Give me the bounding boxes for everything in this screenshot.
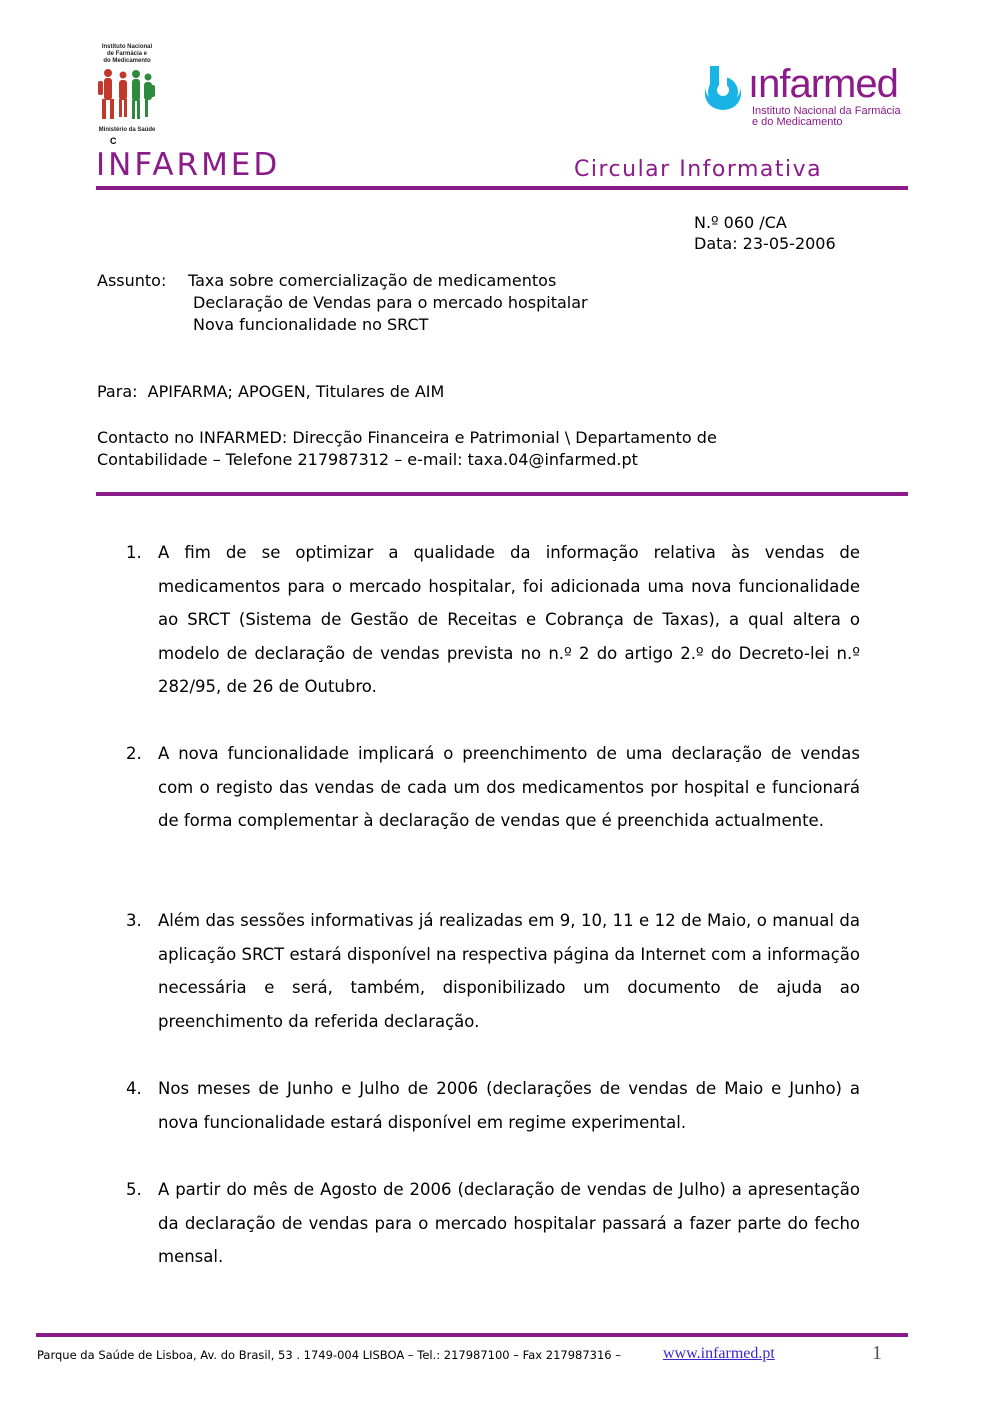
footer-divider <box>36 1333 908 1337</box>
header-divider <box>96 186 908 190</box>
new-logo-wordmark: ınfarmed <box>748 62 898 106</box>
list-item <box>126 904 860 1038</box>
list-item <box>126 737 860 838</box>
footer-website-link[interactable]: www.infarmed.pt <box>663 1345 775 1362</box>
section-divider <box>96 492 908 496</box>
list-item-text: Nos meses de Junho e Julho de 2006 (declarações de vendas de Maio e Junho) a nova funcionalidade estará disponível em regime experimental. <box>158 1079 860 1132</box>
new-logo-subtitle-1: Instituto Nacional da Farmácia <box>752 105 901 117</box>
list-item <box>126 536 860 704</box>
old-logo-mark: C <box>110 136 117 146</box>
figures-emblem-icon <box>96 65 158 125</box>
list-item-number: 1. <box>126 543 142 562</box>
recipients: Para: APIFARMA; APOGEN, Titulares de AIM <box>97 382 445 401</box>
list-item-text: Além das sessões informativas já realizadas em 9, 10, 11 e 12 de Maio, o manual da aplicação SRCT estará disponível na respectiva página da Internet com a informação necessária e será, também, disponibilizado um documento de ajuda ao preenchimento da referida declaração. <box>158 911 860 1031</box>
old-logo-caption-1: Instituto Nacional <box>101 44 153 50</box>
list-item-number: 5. <box>126 1180 142 1199</box>
list-item <box>126 1173 860 1274</box>
old-logo-ministry: Ministério da Saúde <box>98 127 156 133</box>
list-item <box>126 1072 860 1139</box>
document-type: Circular Informativa <box>574 157 823 182</box>
circular-date: Data: 23-05-2006 <box>694 234 836 253</box>
list-item-number: 3. <box>126 911 142 930</box>
subject-label: Assunto: <box>97 271 167 290</box>
subject-line-3: Nova funcionalidade no SRCT <box>193 315 429 334</box>
old-logo-caption-2: de Farmácia e <box>106 51 148 57</box>
list-item-number: 4. <box>126 1079 142 1098</box>
circular-number: N.º 060 /CA <box>694 213 787 232</box>
contact-line-1: Contacto no INFARMED: Direcção Financeira e Patrimonial \ Departamento de <box>97 428 717 447</box>
brand-title: INFARMED <box>96 147 281 183</box>
page-number: 1 <box>872 1342 882 1364</box>
infarmed-drop-logo-icon <box>702 66 744 110</box>
old-logo-caption-3: do Medicamento <box>103 58 151 64</box>
list-item-text: A fim de se optimizar a qualidade da informação relativa às vendas de medicamentos para o mercado hospitalar, foi adicionada uma nova funcionalidade ao SRCT (Sistema de Gestão de Receitas e Cobrança de Taxas), a qual altera o modelo de declaração de vendas prevista no n.º 2 do artigo 2.º do Decreto-lei n.º 282/95, de 26 de Outubro. <box>158 543 860 697</box>
contact-line-2: Contabilidade – Telefone 217987312 – e-mail: taxa.04@infarmed.pt <box>97 450 638 469</box>
subject-line-1: Taxa sobre comercialização de medicamentos <box>188 271 557 290</box>
list-item-number: 2. <box>126 744 142 763</box>
new-logo-subtitle-2: e do Medicamento <box>752 116 843 128</box>
subject-line-2: Declaração de Vendas para o mercado hospitalar <box>193 293 588 312</box>
old-infarmed-logo <box>96 44 158 140</box>
footer-address: Parque da Saúde de Lisboa, Av. do Brasil, 53 . 1749-004 LISBOA – Tel.: 217987100 – Fax 217987316 – <box>37 1348 622 1362</box>
list-item-text: A partir do mês de Agosto de 2006 (declaração de vendas de Julho) a apresentação da declaração de vendas para o mercado hospitalar passará a fazer parte do fecho mensal. <box>158 1180 860 1267</box>
list-item-text: A nova funcionalidade implicará o preenchimento de uma declaração de vendas com o registo das vendas de cada um dos medicamentos por hospital e funcionará de forma complementar à declaração de vendas que é preenchida actualmente. <box>158 744 860 831</box>
